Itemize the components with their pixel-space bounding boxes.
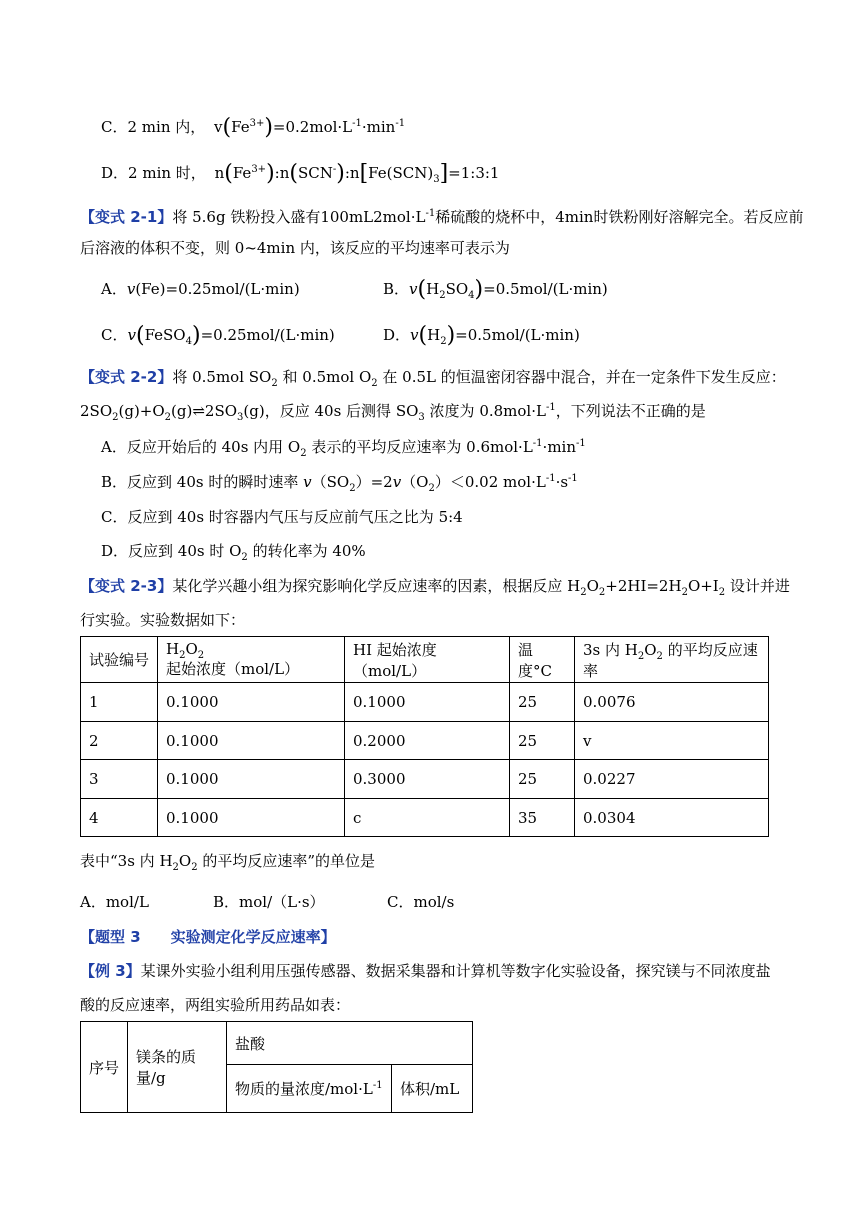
table-cell: 0.1000	[158, 799, 345, 837]
variant-2-3-option-c: C．mol/s	[387, 893, 455, 911]
table-cell: 25	[510, 722, 575, 760]
variant-2-1-option-d: D．$v(H_2)=0.5mol/(L\cdot\min)$	[383, 323, 580, 348]
variant-2-2-option-a: A．反应开始后的 40s 内用 $O_2$ 表示的平均反应速率为 $0.6mol\cdot L^{-1}\cdot\min^{-1}$	[101, 438, 586, 459]
table-cell: 0.1000	[158, 683, 345, 722]
table-cell: 0.1000	[158, 760, 345, 799]
table-row	[81, 799, 769, 837]
example-3-line1: 【例 3】某课外实验小组利用压强传感器、数据采集器和计算机等数字化实验设备，探究镁与不同浓度盐	[80, 962, 771, 980]
experiment-table	[80, 636, 769, 837]
table-cell: 25	[510, 683, 575, 722]
table-cell: 0.1000	[158, 722, 345, 760]
table-cell: 0.0227	[575, 760, 769, 799]
variant-2-1-option-b: B．$v(H_2SO_4)=0.5mol/(L\cdot\min)$	[383, 277, 608, 302]
table-header-cell: 盐酸	[227, 1022, 473, 1065]
table-header-cell: 试验编号	[81, 637, 158, 683]
table-cell: 0.0304	[575, 799, 769, 837]
variant-2-2-option-d: D．反应到 40s 时 $O_2$ 的转化率为 40%	[101, 542, 366, 563]
table-header-cell: $H_2O_2$ 起始浓度（mol/L）	[158, 637, 345, 683]
table-header-cell: 镁条的质量/g	[128, 1022, 227, 1113]
variant-2-1-line1: 【变式 2-1】将 5.6g 铁粉投入盛有$100mL2mol\cdot L^{-1}$稀硫酸的烧杯中，4min时铁粉刚好溶解完全。若反应前	[80, 208, 804, 226]
table-header-cell: 温度°C	[510, 637, 575, 683]
table-cell: 25	[510, 760, 575, 799]
table-cell: c	[345, 799, 510, 837]
table-header-cell: 序号	[81, 1022, 128, 1113]
table-cell: 0.2000	[345, 722, 510, 760]
variant-2-1-option-c: C．v(FeSO$_4$)=0.25mol/(L·min)	[101, 323, 335, 348]
variant-2-3-option-a: A．mol/L	[80, 893, 149, 911]
section-3-heading: 【题型 3 实验测定化学反应速率】	[80, 928, 336, 946]
table-cell: 0.1000	[345, 683, 510, 722]
table-cell: 4	[81, 799, 158, 837]
option-d-q1: D．2 min 时， $n(Fe^{3+}):n(SCN^-):n[Fe(SCN)_3]=1:3:1$	[101, 161, 500, 186]
table-cell: 2	[81, 722, 158, 760]
variant-2-1-line2: 后溶液的体积不变，则 0~4min 内，该反应的平均速率可表示为	[80, 239, 510, 257]
variant-2-3-line1: 【变式 2-3】某化学兴趣小组为探究影响化学反应速率的因素，根据反应 $H_2O_2+2HI=2H_2O+I_2$ 设计并进	[80, 577, 790, 598]
table-cell: 0.3000	[345, 760, 510, 799]
table-cell: 35	[510, 799, 575, 837]
table-header-cell: HI 起始浓度（mol/L）	[345, 637, 510, 683]
variant-2-2-line2: $2SO_2(g)+O_2(g)\rightleftharpoons 2SO_3(g)$，反应 40s 后测得 $SO_3$ 浓度为 $0.8mol\cdot L^{-1}$，下列说法不正确的是	[80, 402, 706, 423]
reagent-table	[80, 1021, 473, 1113]
variant-2-3-line2: 行实验。实验数据如下：	[80, 611, 246, 629]
table-cell: v	[575, 722, 769, 760]
table-row	[81, 760, 769, 799]
table-row	[81, 722, 769, 760]
variant-2-2-option-b: B．反应到 40s 时的瞬时速率 $v(SO_2)=2v(O_2)<0.02$ $mol\cdot L^{-1}\cdot s^{-1}$	[101, 473, 578, 494]
variant-2-2-option-c: C．反应到 40s 时容器内气压与反应前气压之比为 5:4	[101, 508, 463, 526]
table-header-cell: 3s 内 $H_2O_2$ 的平均反应速率	[575, 637, 769, 683]
table-header-cell: 体积/mL	[392, 1065, 473, 1113]
table-header-cell: 物质的量浓度$/mol\cdot L^{-1}$	[227, 1065, 392, 1113]
table-header-row	[81, 637, 769, 683]
option-c-q1: C．2 min 内， $v(Fe^{3+})=0.2mol\cdot L^{-1}\cdot\min^{-1}$	[101, 115, 406, 140]
table-cell: 1	[81, 683, 158, 722]
example-3-line2: 酸的反应速率，两组实验所用药品如表：	[80, 996, 351, 1014]
variant-2-3-question: 表中“3s 内 $H_2O_2$ 的平均反应速率”的单位是	[80, 852, 376, 873]
variant-2-2-line1: 【变式 2-2】将 0.5mol $SO_2$ 和 0.5mol $O_2$ 在 0.5L 的恒温密闭容器中混合，并在一定条件下发生反应：	[80, 368, 786, 389]
table-cell: 0.0076	[575, 683, 769, 722]
variant-2-1-option-a: A．v(Fe)=0.25mol/(L·min)	[101, 280, 300, 298]
variant-2-3-option-b: B．mol/（L·s）	[213, 893, 325, 911]
table-cell: 3	[81, 760, 158, 799]
table-row	[81, 683, 769, 722]
